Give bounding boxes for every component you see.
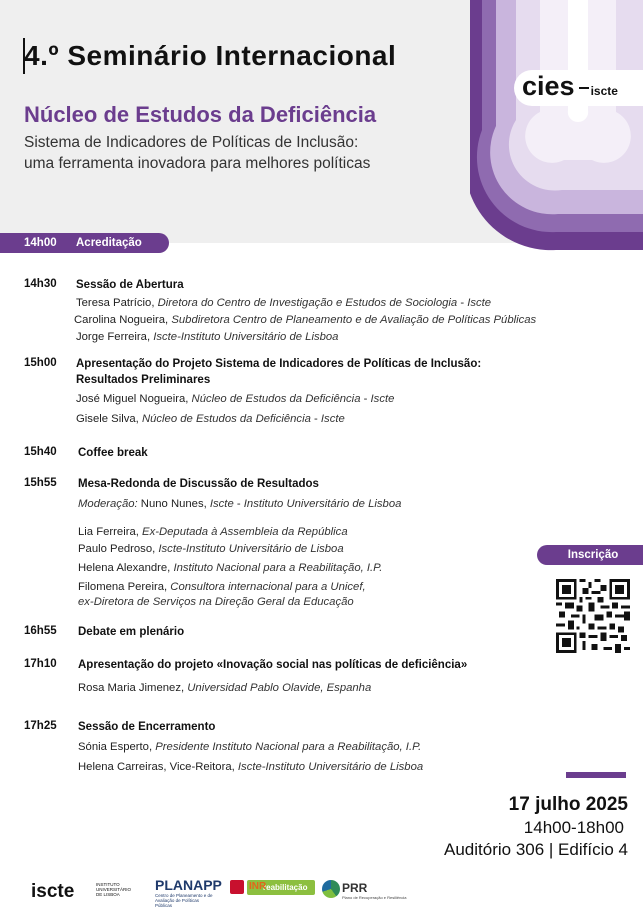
prr-logo: PRR [342,881,368,895]
cies-logo-underline [579,87,589,89]
session-time: 15h55 [24,477,57,489]
prr-logo-subtitle: Plano de Recuperação e Resiliência [342,895,407,900]
session-time: 17h25 [24,720,57,732]
page-description [24,132,474,174]
event-place: Auditório 306 | Edifício 4 [444,840,628,859]
participant: Sónia Esperto, Presidente Instituto Nacional para a Reabilitação, I.P. [78,741,422,753]
session-title: Sessão de Abertura [76,279,184,291]
participant-role-continued: ex-Diretora de Serviços na Direção Geral da Educação [78,596,354,608]
participant: Teresa Patrício, Diretora do Centro de Investigação e Estudos de Sociologia - Iscte [76,297,492,309]
accreditation-pill [0,233,169,253]
event-time: 14h00-18h00 [523,818,624,837]
sponsor-logos [0,872,643,907]
session-title: Apresentação do Projeto Sistema de Indicadores de Políticas de Inclusão: Resultados Preliminares [76,358,482,386]
participant: Gisele Silva, Núcleo de Estudos da Deficiência - Iscte [76,413,345,425]
session-title: Sessão de Encerramento [78,721,216,733]
accreditation-time: 14h00 [24,237,57,249]
event-date: 17 julho 2025 [508,794,628,815]
cies-logo-suffix: iscte [590,84,618,98]
session-title: Mesa-Redonda de Discussão de Resultados [78,478,319,490]
participant: Helena Carreiras, Vice-Reitora, Iscte-Instituto Universitário de Lisboa [78,761,424,773]
inr-logo-text: reabilitação [263,883,308,892]
session-title: Coffee break [78,447,148,459]
participant: Paulo Pedroso, Iscte-Instituto Universitário de Lisboa [78,543,344,555]
session-title: Apresentação do projeto «Inovação social nas políticas de deficiência» [78,659,468,671]
session-time: 14h30 [24,278,57,290]
prr-logo-icon [322,880,340,898]
republic-emblem-icon [230,880,244,894]
participant: Helena Alexandre, Instituto Nacional para a Reabilitação, I.P. [78,562,383,574]
session-time: 15h40 [24,446,57,458]
planapp-logo-subtitle: Centro de Planeamento e de Avaliação de Políticas Públicas [155,893,213,907]
participant: Jorge Ferreira, Iscte-Instituto Universitário de Lisboa [76,331,339,343]
iscte-logo: iscte [31,881,75,902]
session-time: 15h00 [24,357,57,369]
registration-qr-code[interactable] [556,579,630,653]
session-time: 16h55 [24,625,57,637]
cies-logo-text: cies [522,71,575,101]
participant: Carolina Nogueira, Subdiretora Centro de Planeamento e de Avaliação de Políticas Públicas [74,314,537,326]
registration-label: Inscrição [567,549,619,561]
u-shape-decoration [470,0,643,255]
inr-logo-mark: INR [249,881,267,892]
participant: Lia Ferreira, Ex-Deputada à Assembleia da República [78,526,348,538]
description-line: uma ferramenta inovadora para melhores políticas [24,155,371,172]
page-subtitle: Núcleo de Estudos da Deficiência [24,102,377,127]
cies-logo [522,71,618,102]
page-title: 4.º Seminário Internacional [24,40,397,71]
event-divider [566,772,626,778]
participant: Rosa Maria Jimenez, Universidad Pablo Olavide, Espanha [78,682,372,694]
session-title: Debate em plenário [78,626,185,638]
registration-pill [537,545,643,565]
iscte-logo-subtitle: INSTITUTO UNIVERSITÁRIO DE LISBOA [96,882,132,897]
participant: Filomena Pereira, Consultora internacional para a Unicef, [78,581,366,593]
participant: José Miguel Nogueira, Núcleo de Estudos da Deficiência - Iscte [76,393,395,405]
accreditation-label: Acreditação [76,237,142,249]
session-time: 17h10 [24,658,57,670]
moderator: Moderação: Nuno Nunes, Iscte - Instituto Universitário de Lisboa [78,498,402,510]
planapp-logo: PLANAPP [155,877,222,893]
description-line: Sistema de Indicadores de Políticas de Inclusão: [24,134,359,151]
